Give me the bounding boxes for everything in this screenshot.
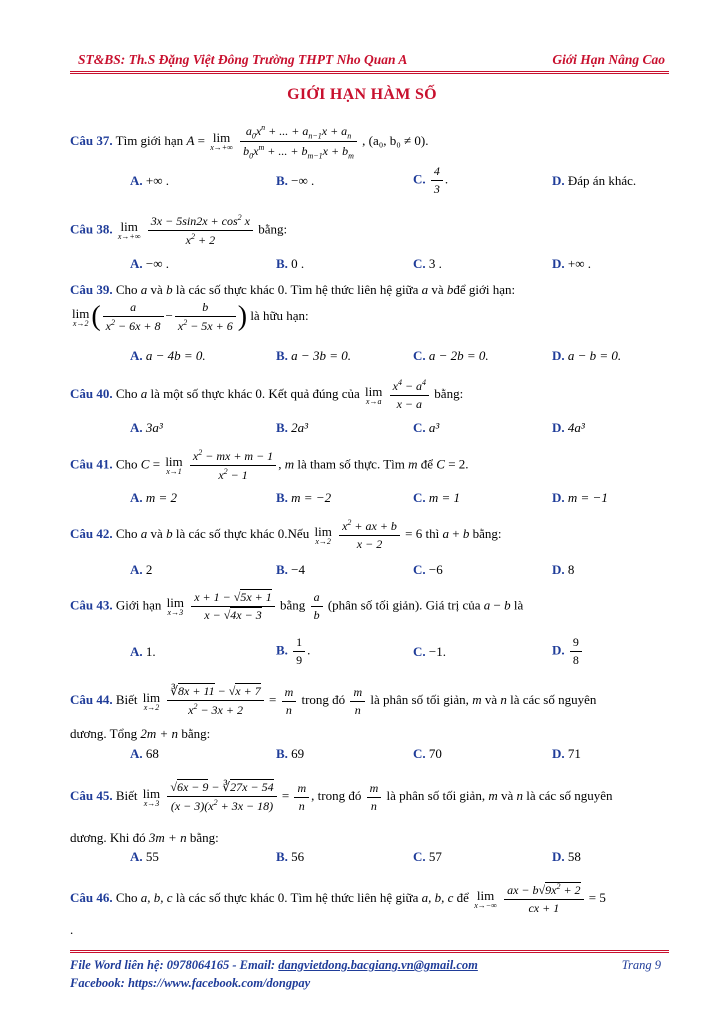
question-label: Câu 42. <box>70 525 113 541</box>
footer-email-link[interactable]: dangvietdong.bacgiang.vn@gmail.com <box>278 958 478 972</box>
option-c[interactable]: C. 70 <box>413 746 442 761</box>
footer-divider <box>70 950 669 951</box>
question-38 <box>70 213 669 273</box>
option-c[interactable]: C. 57 <box>413 849 442 864</box>
options-row <box>70 490 669 508</box>
limit-symbol: lim x→1 <box>165 454 183 476</box>
option-b[interactable]: B. 69 <box>276 746 305 761</box>
footer-divider-2 <box>70 952 669 953</box>
option-d[interactable]: D. 58 <box>552 849 581 864</box>
footer-contact: File Word liên hệ: 0978064165 - Email: <box>70 958 276 972</box>
option-a[interactable]: A. 3a³ <box>130 420 163 435</box>
page-footer <box>70 956 669 992</box>
question-43: Câu 43. Giới hạn lim x→3 $\frac{x + 1 - √5x + 1}{x - √4x - 3}$ bằng $\frac{a}{b}$ (phân số tối giản). Giá trị của a − b là A. 1. B. $\frac{1}{9}$ . C. −1. D. $\frac{9}{8}$ <box>70 590 669 672</box>
options-row <box>70 849 669 867</box>
options-row <box>70 256 669 274</box>
question-label: Câu 39. <box>70 282 113 297</box>
options-row <box>70 746 669 764</box>
question-label: Câu 37. <box>70 132 113 148</box>
option-a[interactable]: A. 1. <box>130 644 156 659</box>
question-45: Câu 45. Biết lim x→3 $\frac{√6x - 9 - ∛27x - 54}{(x - 3)(x^2 + 3x - 18)}$ = $\frac{m}{n}$ , trong đó $\frac{m}{n}$ là phân số tối giản, m và n là các số nguyên dương. Khi đó 3m + n bằng: A. 55 B. 56 C. 57 D. 58 <box>70 780 669 868</box>
option-a[interactable]: A. a − 4b = 0. <box>130 348 206 363</box>
option-a[interactable]: A. −∞ . <box>130 256 169 271</box>
option-b[interactable]: B. m = −2 <box>276 490 332 505</box>
option-c[interactable]: C. −6 <box>413 562 443 577</box>
page-number: Trang 9 <box>621 958 661 972</box>
option-c[interactable]: C. a − 2b = 0. <box>413 348 489 363</box>
option-c[interactable]: C. −1. <box>413 644 446 659</box>
option-d[interactable]: D. 71 <box>552 746 581 761</box>
limit-symbol: lim x→2 <box>142 689 161 712</box>
option-d[interactable]: D. Đáp án khác. <box>552 173 637 188</box>
limit-symbol: lim x→2 <box>72 305 90 328</box>
option-c[interactable]: C. $\frac{4}{3}$ . <box>413 164 449 196</box>
option-a[interactable]: A. 2 <box>130 562 153 577</box>
options-row <box>70 164 669 196</box>
option-d[interactable]: D. +∞ . <box>552 256 591 271</box>
option-a[interactable]: A. m = 2 <box>130 490 178 505</box>
option-d[interactable]: D. m = −1 <box>552 490 608 505</box>
option-a[interactable]: A. 68 <box>130 746 159 761</box>
limit-symbol: lim x→3 <box>142 785 161 808</box>
question-cond: , (a₀, b₀ ≠ 0). <box>362 132 429 148</box>
option-b[interactable]: B. 0 . <box>276 256 305 271</box>
question-label: Câu 44. <box>70 691 113 707</box>
option-b[interactable]: B. 56 <box>276 849 305 864</box>
option-a[interactable]: A. +∞ . <box>130 173 169 188</box>
question-39: Câu 39. Cho a và b là các số thực khác 0. Tìm hệ thức liên hệ giữa a và bđể giới hạn: lim x→2 ( $\frac{a}{x^2 - 6x + 8}$ − $\frac{b}{x^2 - 5x + 6}$ ) là hữu hạn: A. a − 4b = 0. B. a − 3b = 0. C. a − 2b = 0. D. a − b = 0. <box>70 282 669 367</box>
limit-symbol: lim x→+∞ <box>210 130 233 153</box>
header-topic: Giới Hạn Nâng Cao <box>552 52 665 67</box>
question-label: Câu 46. <box>70 889 113 905</box>
question-label: Câu 38. <box>70 221 113 237</box>
question-46: Câu 46. Cho a, b, c là các số thực khác 0. Tìm hệ thức liên hệ giữa a, b, c để lim x→−∞ $\frac{ax - b√9x^2 + 2}{cx + 1}$ = 5 . <box>70 882 606 937</box>
option-d[interactable]: D. 8 <box>552 562 575 577</box>
options-row <box>70 635 669 667</box>
option-b[interactable]: B. −4 <box>276 562 306 577</box>
option-c[interactable]: C. 3 . <box>413 256 442 271</box>
limit-symbol: lim x→2 <box>314 523 332 546</box>
option-b[interactable]: B. a − 3b = 0. <box>276 348 351 363</box>
option-a[interactable]: A. 55 <box>130 849 159 864</box>
header-author: ST&BS: Th.S Đặng Việt Đông Trường THPT Nho Quan A <box>78 52 408 67</box>
option-d[interactable]: D. $\frac{9}{8}$ <box>552 635 584 668</box>
question-label: Câu 43. <box>70 597 113 613</box>
fraction: $\frac{a_0x^n + ... + a_{n-1}x + a_n}{b_0x^m + ... + b_{m-1}x + b_m}$ <box>240 123 357 161</box>
question-label: Câu 40. <box>70 385 113 401</box>
options-row <box>70 348 669 366</box>
question-40: Câu 40. Cho a là một số thực khác 0. Kết quả đúng của lim x→a $\frac{x^4 - a^4}{x - a}$ bằng: A. 3a³ B. 2a³ C. a³ D. 4a³ <box>70 378 669 438</box>
question-text: bằng: <box>258 221 288 237</box>
question-text: Tìm giới hạn <box>115 132 184 148</box>
page-title: GIỚI HẠN HÀM SỐ <box>287 86 437 103</box>
option-d[interactable]: D. 4a³ <box>552 420 585 435</box>
limit-symbol: lim x→+∞ <box>117 219 141 241</box>
page-header <box>70 52 669 70</box>
options-row <box>70 562 669 580</box>
question-42: Câu 42. Cho a và b là các số thực khác 0.Nếu lim x→2 $\frac{x^2 + ax + b}{x - 2}$ = 6 thì a + b bằng: A. 2 B. −4 C. −6 D. 8 <box>70 518 669 580</box>
option-b[interactable]: B. $\frac{1}{9}$ . <box>276 635 311 667</box>
limit-symbol: lim x→3 <box>166 595 184 617</box>
option-c[interactable]: C. m = 1 <box>413 490 461 505</box>
question-44: Câu 44. Biết lim x→2 $\frac{∛8x + 11 - √x + 7}{x^2 - 3x + 2}$ = $\frac{m}{n}$ trong đó $\frac{m}{n}$ là phân số tối giản, m và n là các số nguyên dương. Tổng 2m + n bằng: A. 68 B. 69 C. 70 D. 71 <box>70 684 669 766</box>
header-divider-2 <box>70 73 669 74</box>
option-d[interactable]: D. a − b = 0. <box>552 348 622 363</box>
footer-facebook[interactable]: Facebook: https://www.facebook.com/dongpay <box>70 976 311 990</box>
limit-symbol: lim x→−∞ <box>474 887 497 910</box>
fraction: $\frac{3x - 5\sin 2x + \cos^2 x}{x^2 + 2}$ <box>148 213 253 248</box>
option-b[interactable]: B. −∞ . <box>276 173 315 188</box>
question-label: Câu 41. <box>70 456 113 472</box>
question-41: Câu 41. Cho C = lim x→1 $\frac{x^2 - mx + m - 1}{x^2 - 1}$ , m là tham số thực. Tìm m để C = 2. A. m = 2 B. m = −2 C. m = 1 D. m = −1 <box>70 448 669 508</box>
question-label: Câu 45. <box>70 787 113 803</box>
option-b[interactable]: B. 2a³ <box>276 420 309 435</box>
question-37: Câu 37. Tìm giới hạn A = lim x→+∞ $\frac{a_0x^n + ... + a_{n-1}x + a_n}{b_0x^m + ... + b_{m-1}x + b_m}$ , (a₀, b₀ ≠ 0). A. +∞ . B. −∞ . C. $\frac{4}{3}$ . D. Đáp án khác. <box>70 116 669 196</box>
options-row <box>70 420 669 438</box>
option-c[interactable]: C. a³ <box>413 420 440 435</box>
limit-symbol: lim x→a <box>365 383 383 406</box>
header-divider <box>70 71 669 72</box>
